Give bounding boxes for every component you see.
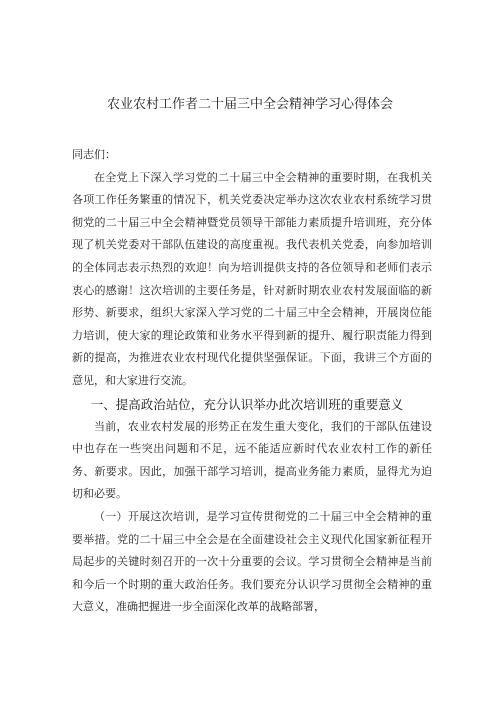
body-paragraph: 当前，农业农村发展的形势正在发生重大变化，我们的干部队伍建设中也存在一些突出问题和不足，远不能适应新时代农业农村工作的新任务、新要求。因此，加强干部学习培训，提高业务能力素质，显得尤为迫切和必要。 [72, 419, 432, 501]
body-paragraph: 在全党上下深入学习党的二十届三中全会精神的重要时期，在我机关各项工作任务繁重的情况下，机关党委决定举办这次农业农村系统学习贯彻党的二十届三中全会精神暨党员领导干部能力素质提升培训班，充分体现了机关党委对干部队伍建设的高度重视。我代表机关党委，向参加培训的全体同志表示热烈的欢迎！向为培训提供支持的各位领导和老师们表示衷心的感谢！这次培训的主要任务是，针对新时期农业农村发展面临的新形势、新要求，组织大家深入学习党的二十届三中全会精神，开展岗位能力培训，使大家的理论政策和业务水平得到新的提升、履行职责能力得到新的提高，为推进农业农村现代化提供坚强保证。下面，我讲三个方面的意见，和大家进行交流。 [72, 170, 432, 387]
section-heading: 一、提高政治站位，充分认识举办此次培训班的重要意义 [90, 396, 404, 412]
salutation: 同志们： [72, 148, 116, 161]
document-title: 农业农村工作者二十届三中全会精神学习心得体会 [106, 97, 393, 112]
body-paragraph: （一）开展这次培训，是学习宣传贯彻党的二十届三中全会精神的重要举措。党的二十届三中全会是在全面建设社会主义现代化国家新征程开局起步的关键时刻召开的一次十分重要的会议。学习贯彻全会精神是当前和今后一个时期的重大政治任务。我们要充分认识学习贯彻全会精神的重大意义，准确把握进一步全面深化改革的战略部署， [72, 509, 432, 614]
document-body [72, 144, 432, 619]
